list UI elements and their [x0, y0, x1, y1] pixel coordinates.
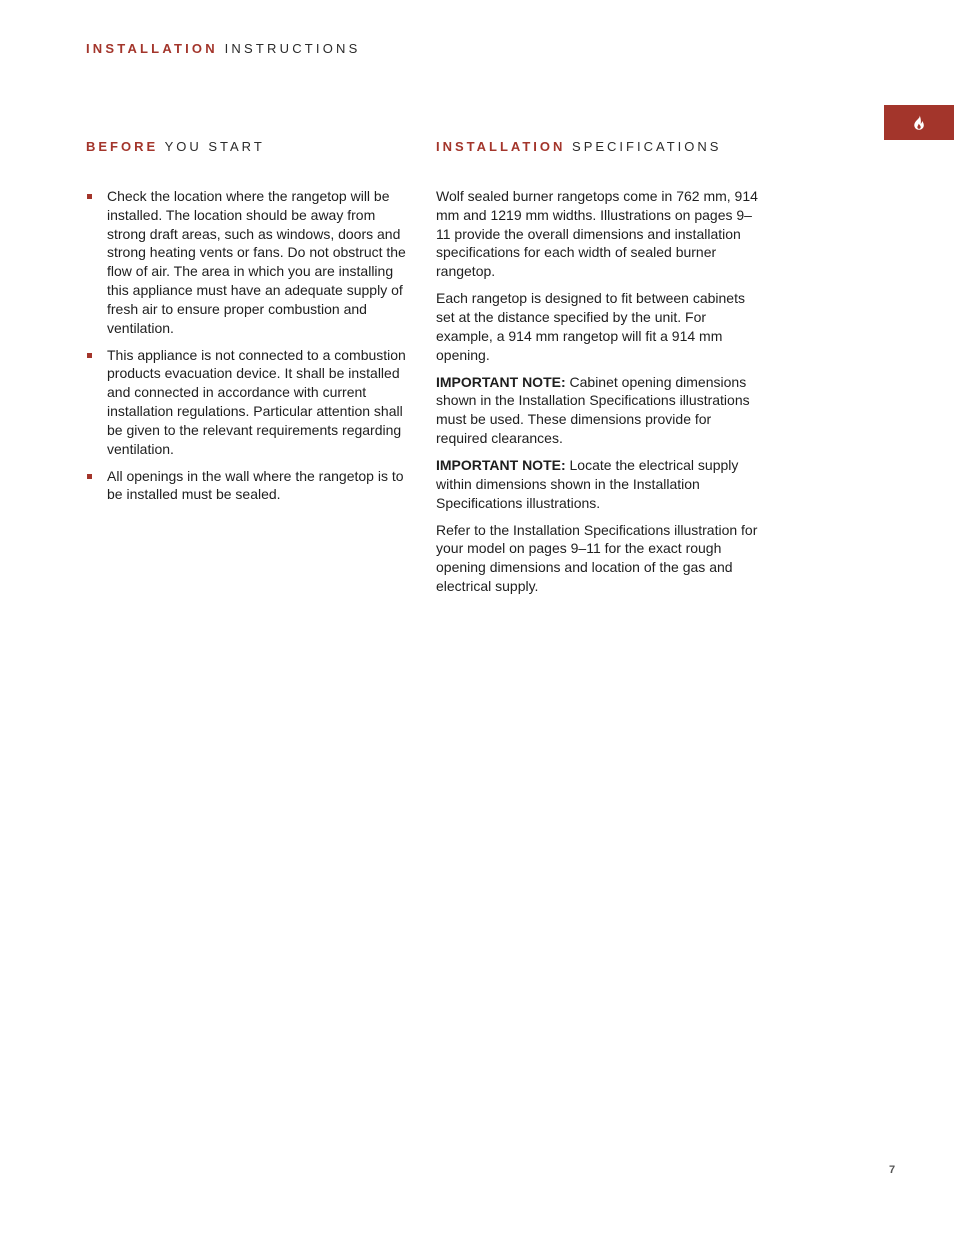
important-note-paragraph: [436, 373, 758, 448]
running-header-accent: INSTALLATION: [86, 41, 218, 56]
paragraph: [436, 289, 758, 364]
paragraph: [436, 521, 758, 596]
section-heading-installation-specifications: [436, 139, 758, 155]
heading-rest: SPECIFICATIONS: [572, 139, 722, 154]
paragraph-text: Cabinet opening dimensions shown in the Installation Specifications illustrations must be used. These dimensions provide for required clearances.: [436, 373, 750, 446]
flame-icon: [913, 115, 925, 130]
note-label: IMPORTANT NOTE:: [436, 456, 566, 473]
heading-accent: BEFORE: [86, 139, 159, 154]
running-header: [86, 41, 361, 57]
paragraph: [436, 187, 758, 281]
running-header-rest: INSTRUCTIONS: [224, 41, 361, 56]
page-number: 7: [889, 1164, 896, 1176]
heading-accent: INSTALLATION: [436, 139, 566, 154]
square-bullet-icon: [87, 353, 92, 358]
important-note-paragraph: [436, 456, 758, 512]
list-item-text: This appliance is not connected to a combustion products evacuation device. It shall be installed and connected in accordance with current installation regulations. Particular attention shall be given to the relevant requirements regarding ventilation.: [107, 346, 406, 457]
paragraph-text: Wolf sealed burner rangetops come in 762 mm, 914 mm and 1219 mm widths. Illustrations on pages 9–11 provide the overall dimensions and installation specifications for each width of sealed burner rangetop.: [436, 188, 758, 280]
square-bullet-icon: [87, 474, 92, 479]
list-item-text: Check the location where the rangetop will be installed. The location should be away from strong draft areas, such as windows, doors and strong heating vents or fans. Do not obstruct the flow of air. The area in which you are installing this appliance must have an adequate supply of fresh air to ensure proper combustion and ventilation.: [107, 188, 406, 336]
before-you-start-list: [86, 187, 408, 504]
list-item-text: All openings in the wall where the rangetop is to be installed must be sealed.: [107, 467, 404, 503]
installation-specifications-section: [436, 139, 758, 604]
list-item: [86, 467, 408, 505]
note-label: IMPORTANT NOTE:: [436, 373, 566, 390]
paragraph-text: Refer to the Installation Specifications illustration for your model on pages 9–11 for the exact rough opening dimensions and location of the gas and electrical supply.: [436, 521, 758, 594]
list-item: [86, 346, 408, 459]
before-you-start-section: [86, 139, 408, 512]
section-tab: [884, 105, 954, 140]
list-item: [86, 187, 408, 337]
paragraph-text: Locate the electrical supply within dimensions shown in the Installation Specifications illustrations.: [436, 456, 739, 511]
section-heading-before-you-start: [86, 139, 408, 155]
heading-rest: YOU START: [164, 139, 265, 154]
paragraph-text: Each rangetop is designed to fit between cabinets set at the distance specified by the unit. For example, a 914 mm rangetop will fit a 914 mm opening.: [436, 290, 745, 363]
square-bullet-icon: [87, 194, 92, 199]
